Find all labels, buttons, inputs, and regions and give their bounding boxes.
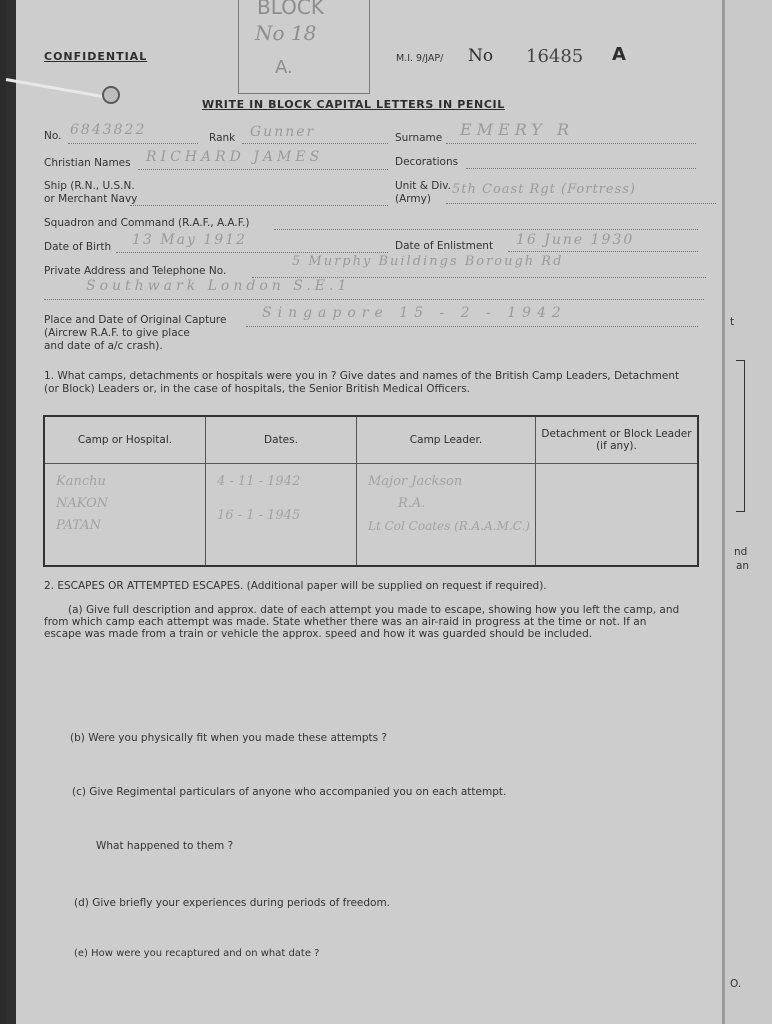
christian-names-value: RICHARD JAMES: [146, 149, 324, 165]
camp-leader: Major Jackson: [368, 474, 463, 489]
question-2c-subtext: What happened to them ?: [96, 840, 234, 852]
unit-line: [446, 203, 716, 204]
eyelet-ring: [102, 86, 120, 104]
question-2-heading: 2. ESCAPES OR ATTEMPTED ESCAPES. (Additional paper will be supplied on request if required).: [44, 580, 547, 592]
detachment-cell: [535, 464, 698, 567]
question-1-text-1: 1. What camps, detachments or hospitals were you in ? Give dates and names of the British Camp Leaders, Detachment: [44, 370, 680, 382]
stamp-line-1: BLOCK: [257, 0, 324, 19]
capture-line: [246, 326, 698, 327]
no-label: No.: [44, 130, 62, 142]
rank-value: Gunner: [250, 124, 316, 140]
number-label: No: [468, 46, 494, 66]
confidential-label: CONFIDENTIAL: [44, 50, 148, 63]
enlistment-value: 16 June 1930: [516, 232, 635, 248]
camp-leader: Lt Col Coates (R.A.A.M.C.): [368, 519, 530, 533]
enlistment-line: [508, 251, 698, 252]
capture-label-1: Place and Date of Original Capture: [44, 314, 227, 326]
unit-label-2: (Army): [395, 193, 431, 205]
question-2a-text-1: (a) Give full description and approx. date of each attempt you made to escape, showing how you left the camp, and: [68, 604, 680, 616]
instruction-heading: WRITE IN BLOCK CAPITAL LETTERS IN PENCIL: [202, 98, 505, 111]
block-stamp: [238, 0, 370, 94]
camp-cell: [44, 464, 206, 567]
question-2b-text: (b) Were you physically fit when you made these attempts ?: [70, 732, 387, 744]
surname-label: Surname: [395, 132, 443, 144]
capture-label-2: (Aircrew R.A.F. to give place: [44, 327, 190, 339]
camp-date: 4 - 11 - 1942: [217, 474, 301, 489]
address-label: Private Address and Telephone No.: [44, 265, 227, 277]
camp-name: Kanchu: [56, 474, 106, 489]
capture-label-3: and date of a/c crash).: [44, 340, 163, 352]
column-header-dates: Dates.: [206, 416, 357, 464]
camp-date: 16 - 1 - 1945: [217, 508, 301, 523]
decorations-line: [466, 168, 696, 169]
surname-line: [446, 143, 696, 144]
serial-number: 16485: [526, 46, 584, 67]
unit-label-1: Unit & Div.: [395, 180, 451, 192]
address-value-2: Southwark London S.E.1: [86, 278, 351, 294]
rank-line: [242, 143, 388, 144]
surname-value: EMERY R: [460, 120, 574, 139]
dob-value: 13 May 1912: [132, 232, 247, 248]
rank-label: Rank: [209, 132, 236, 144]
christian-names-label: Christian Names: [44, 157, 131, 169]
camp-table: [43, 415, 699, 567]
stamp-line-2: No 18: [255, 21, 317, 45]
ship-line: [130, 205, 388, 206]
string-tie: [6, 78, 117, 100]
form-reference: M.I. 9/JAP/: [396, 53, 444, 64]
column-header-detachment-leader: Detachment or Block Leader (if any).: [535, 416, 698, 464]
camp-name: NAKON: [56, 496, 109, 511]
no-line: [68, 143, 198, 144]
sheet-edge: [722, 0, 725, 1024]
leader-cell: [357, 464, 536, 567]
question-2d-text: (d) Give briefly your experiences during periods of freedom.: [74, 897, 391, 909]
camp-name: PATAN: [56, 518, 101, 533]
margin-text-t: t: [730, 316, 735, 328]
squadron-label: Squadron and Command (R.A.F., A.A.F.): [44, 217, 250, 229]
question-2e-text: (e) How were you recaptured and on what date ?: [74, 948, 320, 959]
margin-bracket: [736, 360, 745, 512]
question-2a-text-2: from which camp each attempt was made. State whether there was an air-raid in progress at the time or not. If an: [44, 616, 647, 628]
detachment-leader: [537, 465, 696, 471]
christian-names-line: [138, 169, 388, 170]
column-header-camp: Camp or Hospital.: [44, 416, 206, 464]
table-row: [44, 464, 698, 567]
stamp-line-3: A.: [275, 57, 293, 78]
ship-label-1: Ship (R.N., U.S.N.: [44, 180, 135, 192]
question-2c-text: (c) Give Regimental particulars of anyone who accompanied you on each attempt.: [72, 786, 507, 798]
camp-leader: R.A.: [398, 496, 426, 511]
margin-text-o: O.: [730, 978, 742, 990]
unit-value: 5th Coast Rgt (Fortress): [452, 182, 636, 197]
margin-text-nd: nd: [734, 546, 748, 558]
no-value: 6843822: [70, 122, 147, 138]
camp-table-header-row: [44, 416, 698, 464]
dob-line: [116, 252, 388, 253]
address-value-1: 5 Murphy Buildings Borough Rd: [292, 254, 564, 269]
margin-text-an: an: [736, 560, 750, 572]
page-binding-shadow: [6, 0, 16, 1024]
serial-suffix: A: [612, 44, 626, 65]
decorations-label: Decorations: [395, 156, 459, 168]
ship-label-2: or Merchant Navy: [44, 193, 138, 205]
question-1-text-2: (or Block) Leaders or, in the case of hospitals, the Senior British Medical Officers.: [44, 383, 471, 395]
dob-label: Date of Birth: [44, 241, 112, 253]
capture-value: Singapore 15 - 2 - 1942: [262, 305, 567, 321]
address-line-2: [44, 299, 704, 300]
dates-cell: [206, 464, 357, 567]
question-2a-text-3: escape was made from a train or vehicle the approx. speed and how it was guarded should be included.: [44, 628, 593, 640]
enlistment-label: Date of Enlistment: [395, 240, 494, 252]
form-page: [6, 0, 722, 1024]
squadron-line: [274, 229, 698, 230]
column-header-camp-leader: Camp Leader.: [357, 416, 536, 464]
